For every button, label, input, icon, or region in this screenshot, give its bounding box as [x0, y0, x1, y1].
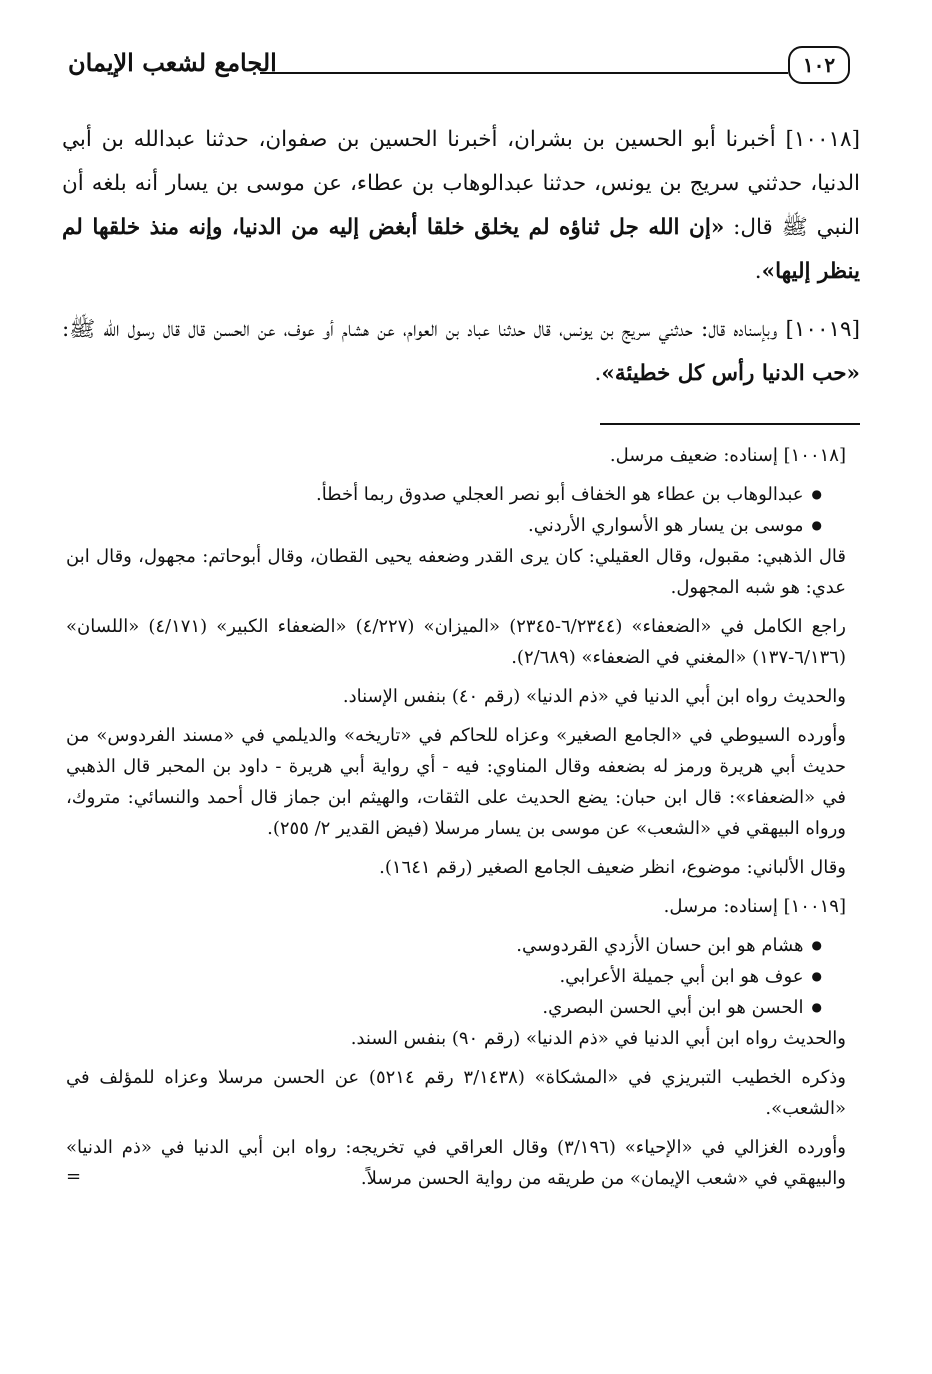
note-bullet: ● هشام هو ابن حسان الأزدي القردوسي. — [66, 930, 846, 961]
footnotes — [66, 440, 846, 1202]
page-number: ١٠٢ — [788, 46, 850, 84]
note-paragraph: وذكره الخطيب التبريزي في «المشكاة» (٣/١٤٣٨ رقم ٥٢١٤) عن الحسن مرسلا وعزاه للمؤلف في «الشعب». — [66, 1067, 846, 1119]
note-paragraph: راجع الكامل في «الضعفاء» (٦/٢٣٤٤-٢٣٤٥) «الميزان» (٤/٢٢٧) «الضعفاء الكبير» (٤/١٧١) «اللسان» (٦/١٣٦-١٣٧) «المغني في الضعفاء» (٢/٦٨٩). — [66, 616, 846, 668]
note-paragraph: وأورده الغزالي في «الإحياء» (٣/١٩٦) وقال العراقي في تخريجه: رواه ابن أبي الدنيا في «ذم الدنيا» والبيهقي في «شعب الإيمان» من طريقه من رواية الحسن مرسلاً. = — [66, 1132, 846, 1194]
header-rule — [260, 72, 788, 74]
hadith-ref: [١٠٠١٩] — [785, 317, 860, 342]
footnote-separator — [600, 423, 860, 425]
hadith-matn: «إن الله جل ثناؤه لم يخلق خلقا أبغض إليه من الدنيا، وإنه منذ خلقها لم ينظر إليها» — [62, 215, 860, 284]
page-header — [60, 38, 850, 92]
continuation-mark: = — [66, 1166, 82, 1187]
note-heading: [١٠٠١٨] إسناده: ضعيف مرسل. — [609, 445, 846, 466]
hadith-chain: أخبرنا أبو الحسين بن بشران، أخبرنا الحسين بن صفوان، حدثنا عبدالله بن أبي الدنيا، حدثني سريج بن يونس، حدثنا عبدالوهاب بن عطاء، عن موسى بن يسار أنه بلغه أن النبي ﷺ قال: — [62, 127, 860, 240]
note-bullet: ● عبدالوهاب بن عطاء هو الخفاف أبو نصر العجلي صدوق ربما أخطأ. — [66, 479, 846, 510]
note-heading: [١٠٠١٩] إسناده: مرسل. — [663, 896, 846, 917]
note-paragraph: قال الذهبي: مقبول، وقال العقيلي: كان يرى القدر وضعفه يحيى القطان، وقال أبوحاتم: مجهول، وقال ابن عدي: هو شبه المجهول. — [66, 546, 846, 598]
note-bullet: ● موسى بن يسار هو الأسواري الأردني. — [66, 510, 846, 541]
hadith-ref: [١٠٠١٨] — [785, 127, 860, 152]
note-paragraph: وأورده السيوطي في «الجامع الصغير» وعزاه للحاكم في «تاريخه» والديلمي في «مسند الفردوس» من حديث أبي هريرة ورمز له بضعفه وقال المناوي: فيه - أي رواية أبي هريرة - داود بن المحبر قال الذهبي في «الضعفاء»: قال ابن حبان: يضع الحديث على الثقات، والهيثم ابن جماز قال أحمد والنسائي: متروك، ورواه البيهقي في «الشعب» عن موسى بن يسار مرسلا (فيض القدير ٢/ ٢٥٥). — [66, 725, 847, 839]
hadith-text — [62, 118, 860, 410]
note-paragraph: والحديث رواه ابن أبي الدنيا في «ذم الدنيا» (رقم ٤٠) بنفس الإسناد. — [342, 686, 846, 707]
hadith-chain: وبإسناده قال: حدثني سريج بن يونس، قال حدثنا عباد بن العوام، عن هشام أو عوف، عن الحسن قال قال رسول الله ﷺ: — [62, 317, 786, 342]
note-paragraph: وقال الألباني: موضوع، انظر ضعيف الجامع الصغير (رقم ١٦٤١). — [379, 857, 846, 878]
note-paragraph: والحديث رواه ابن أبي الدنيا في «ذم الدنيا» (رقم ٩٠) بنفس السند. — [350, 1028, 846, 1049]
note-bullet: ● الحسن هو ابن أبي الحسن البصري. — [66, 992, 846, 1023]
hadith-10018: [١٠٠١٨] أخبرنا أبو الحسين بن بشران، أخبرنا الحسين بن صفوان، حدثنا عبدالله بن أبي الدنيا، حدثني سريج بن يونس، حدثنا عبدالوهاب بن عطاء، عن موسى بن يسار أنه بلغه أن النبي ﷺ قال: «إن الله جل ثناؤه لم يخلق خلقا أبغض إليه من الدنيا، وإنه منذ خلقها لم ينظر إليها». — [62, 127, 860, 284]
hadith-10019: [١٠٠١٩] وبإسناده قال: حدثني سريج بن يونس، قال حدثنا عباد بن العوام، عن هشام أو عوف، عن الحسن قال قال رسول الله ﷺ: «حب الدنيا رأس كل خطيئة». — [62, 317, 860, 386]
book-title: الجامع لشعب الإيمان — [68, 48, 277, 77]
note-bullet: ● عوف هو ابن أبي جميلة الأعرابي. — [66, 961, 846, 992]
hadith-matn: «حب الدنيا رأس كل خطيئة» — [601, 361, 860, 386]
